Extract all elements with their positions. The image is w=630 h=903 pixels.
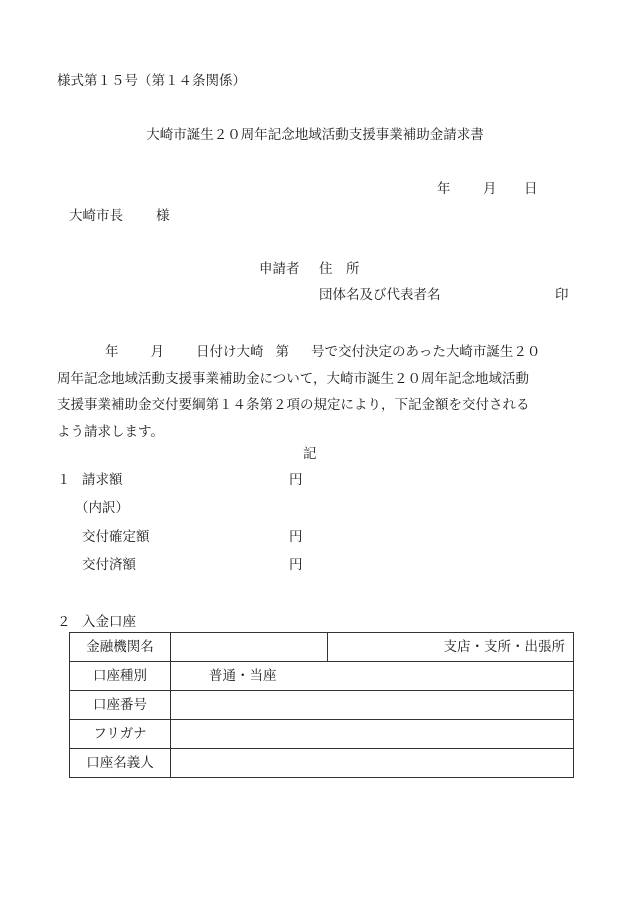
furigana-field[interactable] <box>171 720 574 749</box>
account-type-field[interactable]: 普通・当座 <box>171 662 574 691</box>
item2-number: ２ <box>57 614 71 630</box>
body-line-2: 周年記念地域活動支援事業補助金について，大崎市誕生２０周年記念地域活動 <box>57 370 529 387</box>
document-title: 大崎市誕生２０周年記念地域活動支援事業補助金請求書 <box>146 127 484 143</box>
ki-heading: 記 <box>303 446 317 462</box>
table-row <box>70 633 574 662</box>
date-year-label: 年 <box>437 181 451 197</box>
item1-number: １ <box>57 472 71 488</box>
table-row <box>70 749 574 778</box>
body-line-4: よう請求します。 <box>57 423 164 440</box>
account-holder-field[interactable] <box>171 749 574 778</box>
table-row <box>70 662 574 691</box>
form-number: 様式第１５号（第１４条関係） <box>57 73 246 89</box>
breakdown-label: （内訳） <box>75 500 129 516</box>
table-row <box>70 720 574 749</box>
body-line-1: 号で交付決定のあった大崎市誕生２０ <box>311 344 541 360</box>
date-month-label: 月 <box>483 181 497 197</box>
bank-account-table <box>69 632 574 778</box>
body-day-reference: 日付け大崎 <box>196 344 264 360</box>
date-day-label: 日 <box>524 181 538 197</box>
table-row <box>70 691 574 720</box>
addressee-honorific: 様 <box>156 208 170 224</box>
applicant-label: 申請者 <box>259 261 300 277</box>
group-representative-label: 団体名及び代表者名 <box>319 287 441 303</box>
claim-amount-label: 請求額 <box>82 472 123 488</box>
body-month-label: 月 <box>150 344 164 360</box>
body-line-3: 支援事業補助金交付要綱第１４条第２項の規定により，下記金額を交付される <box>57 397 530 413</box>
account-number-field[interactable] <box>171 691 574 720</box>
body-year-label: 年 <box>105 344 119 360</box>
bank-name-field[interactable] <box>171 633 328 662</box>
addressee-name: 大崎市長 <box>69 208 123 224</box>
confirmed-amount-label: 交付確定額 <box>82 529 150 545</box>
confirmed-amount-unit: 円 <box>289 529 303 545</box>
body-number-prefix: 第 <box>275 344 289 360</box>
claim-amount-unit: 円 <box>289 472 303 488</box>
paid-amount-label: 交付済額 <box>82 557 136 573</box>
seal-mark: 印 <box>555 287 569 303</box>
account-number-label: 口座番号 <box>70 691 171 720</box>
applicant-address-label: 住 所 <box>319 261 360 277</box>
branch-type-field[interactable]: 支店・支所・出張所 <box>328 633 574 662</box>
paid-amount-unit: 円 <box>289 557 303 573</box>
request-body-text <box>57 339 577 445</box>
bank-name-label: 金融機関名 <box>70 633 171 662</box>
deposit-account-label: 入金口座 <box>82 614 136 630</box>
account-holder-label: 口座名義人 <box>70 749 171 778</box>
furigana-label: フリガナ <box>70 720 171 749</box>
account-type-label: 口座種別 <box>70 662 171 691</box>
